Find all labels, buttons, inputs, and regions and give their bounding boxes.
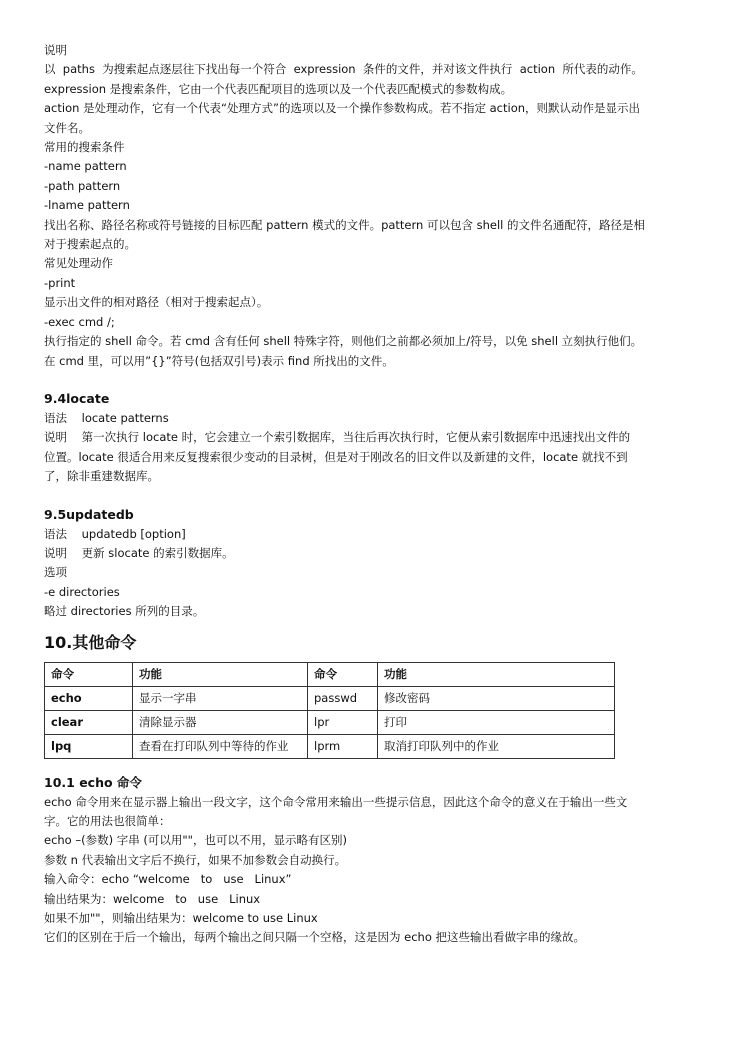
text-line: 说明 更新 slocate 的索引数据库。 xyxy=(44,545,234,560)
function-cell: 取消打印队列中的作业 xyxy=(378,734,615,758)
text-line: 了，除非重建数据库。 xyxy=(44,469,159,484)
text-line: 常见处理动作 xyxy=(44,256,113,271)
text-line: 常用的搜索条件 xyxy=(44,140,125,155)
other-commands-section xyxy=(44,632,696,759)
spacer xyxy=(44,487,696,505)
command-cell: echo xyxy=(45,686,133,710)
text-line: 文件名。 xyxy=(44,120,90,135)
text-line: 输入命令：echo “welcome to use Linux” xyxy=(44,872,292,887)
text-line: 显示出文件的相对路径（相对于搜索起点）。 xyxy=(44,295,269,310)
updatedb-section xyxy=(44,505,696,622)
text-line: 以 paths 为搜索起点逐层往下找出每一个符合 expression 条件的文件，并对该文件执行 action 所代表的动作。 xyxy=(44,62,643,77)
text-line: 说明 xyxy=(44,43,67,57)
text-line: expression 是搜索条件，它由一个代表匹配项目的选项以及一个代表匹配模式的参数构成。 xyxy=(44,81,513,96)
table-header-row xyxy=(45,662,615,686)
text-line: 找出名称、路径名称或符号链接的目标匹配 pattern 模式的文件。pattern 可以包含 shell 的文件名通配符，路径是相 xyxy=(44,217,646,232)
header-cell: 命令 xyxy=(45,662,133,686)
commands-table xyxy=(44,662,615,759)
header-cell: 功能 xyxy=(133,662,308,686)
find-section xyxy=(44,41,696,371)
text-line: 执行指定的 shell 命令。若 cmd 含有任何 shell 特殊字符，则他们之前都必须加上/符号，以免 shell 立刻执行他们。 xyxy=(44,334,643,349)
text-line: 对于搜索起点的。 xyxy=(44,237,136,252)
text-line: 语法 locate patterns xyxy=(44,410,169,425)
text-line: -exec cmd /; xyxy=(44,314,115,329)
text-line: 在 cmd 里，可以用”{}”符号(包括双引号)表示 find 所找出的文件。 xyxy=(44,353,394,368)
text-line: -e directories xyxy=(44,584,120,599)
text-line: 输出结果为：welcome to use Linux xyxy=(44,891,261,906)
document-page xyxy=(44,41,696,948)
echo-section xyxy=(44,773,696,948)
text-line: 语法 updatedb [option] xyxy=(44,526,186,541)
locate-section xyxy=(44,389,696,487)
header-cell: 功能 xyxy=(378,662,615,686)
section-heading: 9.5updatedb xyxy=(44,506,134,522)
section-heading: 9.4locate xyxy=(44,390,110,406)
header-cell: 命令 xyxy=(308,662,378,686)
table-row xyxy=(45,734,615,758)
command-cell: lprm xyxy=(308,734,378,758)
text-line: 说明 第一次执行 locate 时，它会建立一个索引数据库，当往后再次执行时，它便从索引数据库中迅速找出文件的 xyxy=(44,430,631,445)
table-row xyxy=(45,710,615,734)
section-heading: 10.1 echo 命令 xyxy=(44,774,142,790)
text-line: 如果不加""，则输出结果为：welcome to use Linux xyxy=(44,911,318,925)
table-row xyxy=(45,686,615,710)
text-line: echo 命令用来在显示器上输出一段文字，这个命令常用来输出一些提示信息，因此这个命令的意义在于输出一些文 xyxy=(44,794,628,809)
command-cell: passwd xyxy=(308,686,378,710)
text-line: 选项 xyxy=(44,565,67,580)
text-line: 位置。locate 很适合用来反复搜索很少变动的目录树，但是对于刚改名的旧文件以及新建的文件，locate 就找不到 xyxy=(44,449,628,464)
text-line: 字。它的用法也很简单： xyxy=(44,813,171,828)
text-line: action 是处理动作，它有一个代表“处理方式”的选项以及一个操作参数构成。若不指定 action，则默认动作是显示出 xyxy=(44,101,641,116)
text-line: 略过 directories 所列的目录。 xyxy=(44,604,205,619)
function-cell: 修改密码 xyxy=(378,686,615,710)
command-cell: clear xyxy=(45,710,133,734)
function-cell: 清除显示器 xyxy=(133,710,308,734)
spacer xyxy=(44,371,696,389)
text-line: -path pattern xyxy=(44,178,121,193)
text-line: 它们的区别在于后一个输出，每两个输出之间只隔一个空格，这是因为 echo 把这些输出看做字串的缘故。 xyxy=(44,930,586,945)
text-line: 参数 n 代表输出文字后不换行，如果不加参数会自动换行。 xyxy=(44,852,347,867)
text-line: echo –(参数) 字串 (可以用""，也可以不用，显示略有区别) xyxy=(44,833,347,848)
text-line: -name pattern xyxy=(44,159,127,174)
command-cell: lpq xyxy=(45,734,133,758)
function-cell: 打印 xyxy=(378,710,615,734)
text-line: -lname pattern xyxy=(44,198,130,213)
function-cell: 查看在打印队列中等待的作业 xyxy=(133,734,308,758)
chapter-heading: 10.其他命令 xyxy=(44,632,137,652)
command-cell: lpr xyxy=(308,710,378,734)
text-line: -print xyxy=(44,275,76,290)
function-cell: 显示一字串 xyxy=(133,686,308,710)
